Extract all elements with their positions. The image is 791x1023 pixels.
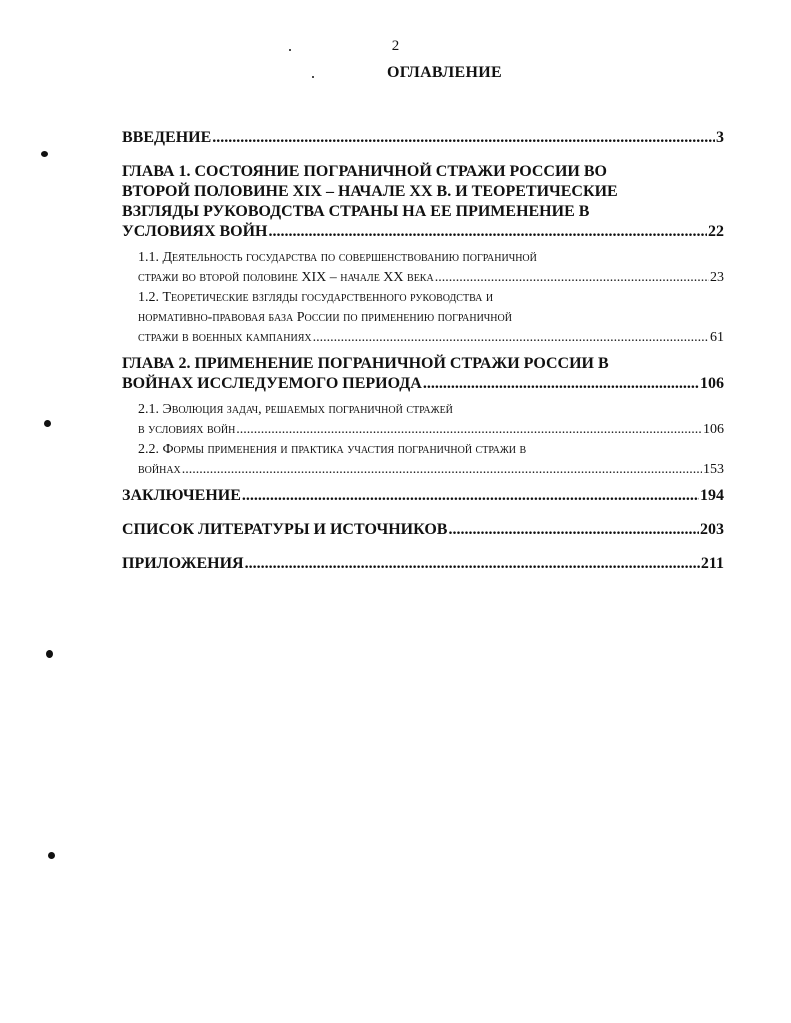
toc-entry-chapter-1[interactable] [122, 162, 724, 242]
leader-dots [236, 420, 702, 440]
toc-entry-line: стражи в военных кампаниях [138, 330, 312, 345]
leader-dots [242, 486, 699, 506]
toc-page-number: 211 [700, 555, 724, 572]
leader-dots [423, 374, 699, 394]
scan-speck [46, 650, 53, 658]
scan-speck [289, 49, 291, 51]
leader-dots [212, 128, 715, 148]
scan-speck [41, 151, 48, 157]
toc-entry-line: ВЗГЛЯДЫ РУКОВОДСТВА СТРАНЫ НА ЕЕ ПРИМЕНЕНИЕ В [122, 203, 590, 220]
leader-dots [435, 268, 709, 288]
toc-entry-references[interactable] [122, 520, 724, 540]
toc-entry-title: ПРИЛОЖЕНИЯ [122, 555, 244, 572]
toc-entry-line: нормативно-правовая база России по применению пограничной [138, 310, 512, 325]
toc-entry-title: СПИСОК ЛИТЕРАТУРЫ И ИСТОЧНИКОВ [122, 521, 448, 538]
toc-entry-intro[interactable] [122, 128, 724, 148]
leader-dots [182, 460, 702, 480]
toc-entry-line: 1.2. Теоретические взгляды государственного руководства и [138, 290, 494, 305]
toc-page-number: 23 [710, 270, 724, 285]
toc-entry-line: войнах [138, 462, 181, 477]
toc-entry-line: 1.1. Деятельность государства по совершенствованию пограничной [138, 250, 537, 265]
toc-page-number: 3 [716, 129, 724, 146]
toc-entry-line: ВОЙНАХ ИССЛЕДУЕМОГО ПЕРИОДА [122, 375, 422, 392]
leader-dots [245, 554, 700, 574]
toc-entry-line: ВТОРОЙ ПОЛОВИНЕ XIX – НАЧАЛЕ XX В. И ТЕОРЕТИЧЕСКИЕ [122, 183, 618, 200]
toc-entry-section-2-1[interactable] [122, 400, 724, 440]
toc-entry-line: 2.1. Эволюция задач, решаемых пограничной стражей [138, 402, 453, 417]
toc-entry-section-1-2[interactable] [122, 288, 724, 348]
toc-page-number: 203 [700, 521, 724, 538]
table-of-contents [122, 128, 724, 574]
toc-page-number: 106 [700, 375, 724, 392]
scan-speck [44, 420, 51, 427]
toc-entry-conclusion[interactable] [122, 486, 724, 506]
toc-page-number: 61 [710, 330, 724, 345]
toc-entry-line: ГЛАВА 2. ПРИМЕНЕНИЕ ПОГРАНИЧНОЙ СТРАЖИ РОССИИ В [122, 355, 609, 372]
leader-dots [448, 520, 699, 540]
toc-page-number: 22 [708, 223, 724, 240]
toc-entry-line: в условиях войн [138, 422, 236, 437]
scan-speck [312, 76, 314, 78]
toc-entry-title: ЗАКЛЮЧЕНИЕ [122, 487, 241, 504]
toc-entry-chapter-2[interactable] [122, 354, 724, 394]
toc-page-number: 194 [700, 487, 724, 504]
toc-entry-section-2-2[interactable] [122, 440, 724, 480]
toc-entry-line: 2.2. Формы применения и практика участия пограничной стражи в [138, 442, 527, 457]
leader-dots [313, 328, 709, 348]
page-number: 2 [391, 38, 400, 54]
toc-entry-line: ГЛАВА 1. СОСТОЯНИЕ ПОГРАНИЧНОЙ СТРАЖИ РОССИИ ВО [122, 163, 607, 180]
toc-entry-appendices[interactable] [122, 554, 724, 574]
toc-entry-title: ВВЕДЕНИЕ [122, 129, 212, 146]
leader-dots [269, 222, 708, 242]
toc-page-number: 106 [703, 422, 724, 437]
toc-entry-line: УСЛОВИЯХ ВОЙН [122, 223, 268, 240]
page-title: ОГЛАВЛЕНИЕ [387, 64, 502, 81]
toc-entry-section-1-1[interactable] [122, 248, 724, 288]
toc-entry-line: стражи во второй половине XIX – начале XX века [138, 270, 434, 285]
scan-speck [48, 852, 55, 859]
toc-page-number: 153 [703, 462, 724, 477]
